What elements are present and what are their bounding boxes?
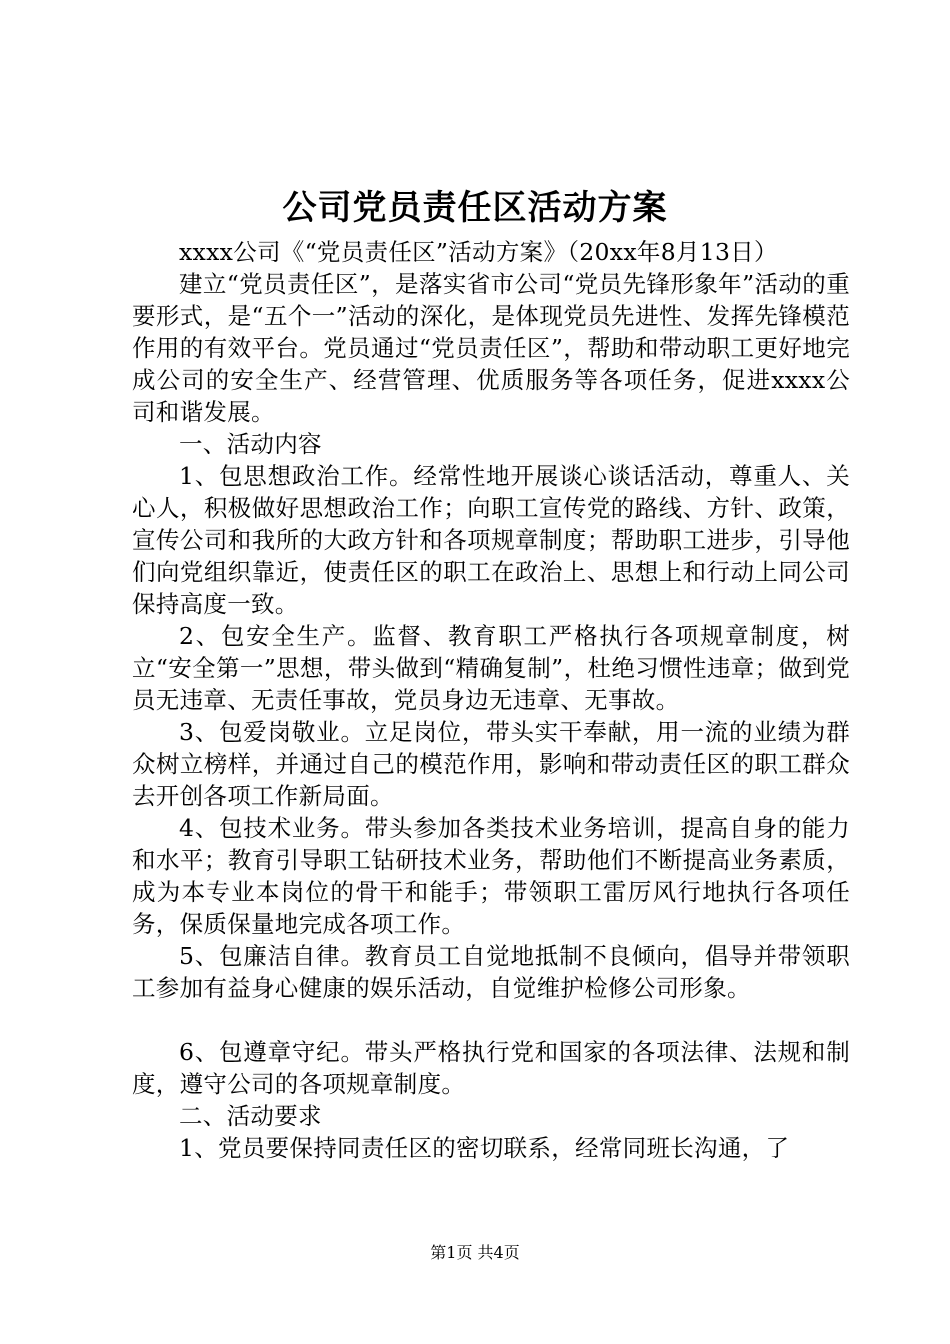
paragraph-header-line: xxxx公司《“党员责任区”活动方案》（20xx年8月13日） [179,238,778,266]
list-item-integrity: 5、包廉洁自律。教育员工自觉地抵制不良倾向，倡导并带领职工参加有益身心健康的娱乐活动，自觉维护检修公司形象。 [132,942,850,1002]
section-heading-content: 一、活动内容 [179,430,322,458]
list-item-requirement-1: 1、党员要保持同责任区的密切联系，经常同班长沟通，了 [179,1134,790,1162]
list-item-discipline: 6、包遵章守纪。带头严格执行党和国家的各项法律、法规和制度，遵守公司的各项规章制度。 [132,1038,850,1098]
page-number: 第1页 共4页 [430,1243,520,1262]
document-body [132,236,850,1164]
list-item-safety: 2、包安全生产。监督、教育职工严格执行各项规章制度，树立“安全第一”思想，带头做到“精确复制”，杜绝习惯性违章；做到党员无违章、无责任事故，党员身边无违章、无事故。 [132,622,850,714]
section-heading-requirements: 二、活动要求 [179,1102,322,1130]
list-item-political-work: 1、包思想政治工作。经常性地开展谈心谈话活动，尊重人、关心人，积极做好思想政治工作；向职工宣传党的路线、方针、政策，宣传公司和我所的大政方针和各项规章制度；帮助职工进步，引导他们向党组织靠近，使责任区的职工在政治上、思想上和行动上同公司保持高度一致。 [132,462,850,618]
list-item-dedication: 3、包爱岗敬业。立足岗位，带头实干奉献，用一流的业绩为群众树立榜样，并通过自己的模范作用，影响和带动责任区的职工群众去开创各项工作新局面。 [132,718,850,810]
list-item-technical: 4、包技术业务。带头参加各类技术业务培训，提高自身的能力和水平；教育引导职工钻研技术业务，帮助他们不断提高业务素质，成为本专业本岗位的骨干和能手；带领职工雷厉风行地执行各项任务，保质保量地完成各项工作。 [132,814,850,938]
paragraph-intro: 建立“党员责任区”，是落实省市公司“党员先锋形象年”活动的重要形式，是“五个一”活动的深化，是体现党员先进性、发挥先锋模范作用的有效平台。党员通过“党员责任区”，帮助和带动职工更好地完成公司的安全生产、经营管理、优质服务等各项任务，促进xxxx公司和谐发展。 [132,270,850,426]
document-title: 公司党员责任区活动方案 [282,188,668,228]
